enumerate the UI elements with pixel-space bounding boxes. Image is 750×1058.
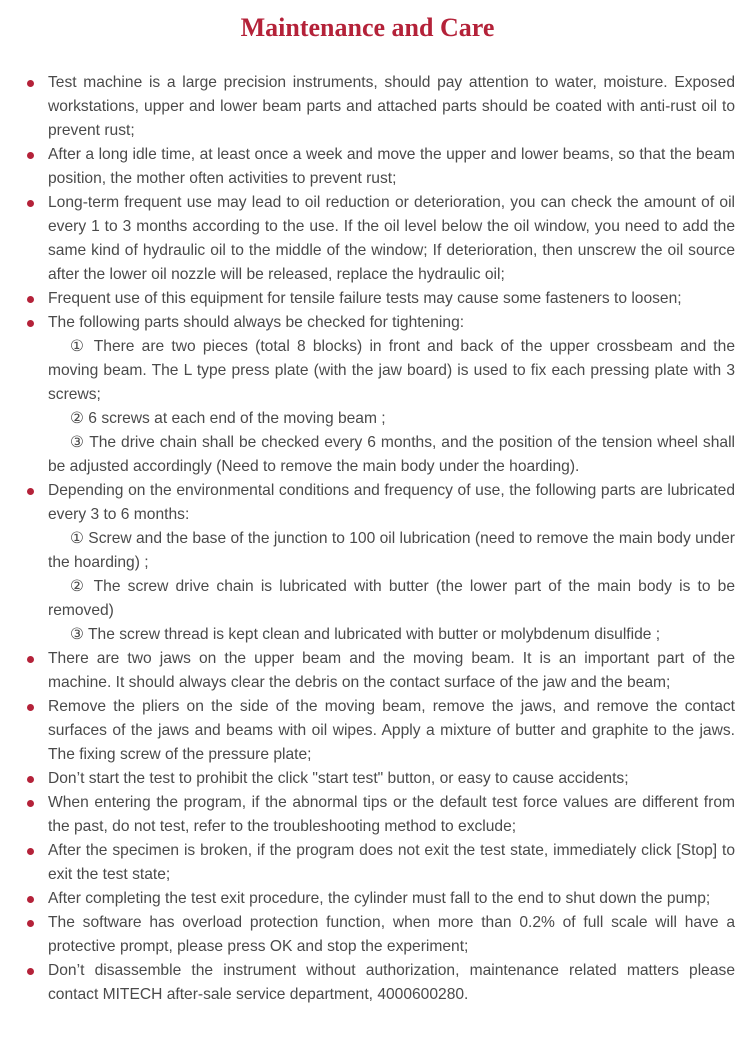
item-subtext: ② The screw drive chain is lubricated with butter (the lower part of the main body is to be removed) [48, 578, 735, 619]
item-text: After completing the test exit procedure, the cylinder must fall to the end to shut down the pump; [48, 890, 711, 907]
bullet-icon [27, 848, 34, 855]
item-text: Long-term frequent use may lead to oil reduction or deterioration, you can check the amount of oil every 1 to 3 months according to the use. If the oil level below the oil window, you need to add the same kind of hydraulic oil to the middle of the window; If deterioration, then unscrew the oil source after the lower oil nozzle will be released, replace the hydraulic oil; [48, 194, 735, 283]
bullet-icon [27, 896, 34, 903]
bullet-icon [27, 968, 34, 975]
item-subtext: ② 6 screws at each end of the moving beam ; [70, 410, 386, 427]
bullet-icon [27, 200, 34, 207]
item-text: Don’t disassemble the instrument without authorization, maintenance related matters please contact MITECH after-sale service department, 4000600280. [48, 962, 735, 1003]
bullet-icon [27, 776, 34, 783]
item-text: Frequent use of this equipment for tensile failure tests may cause some fasteners to loosen; [48, 290, 682, 307]
list-item [0, 959, 735, 1007]
item-text: Depending on the environmental conditions and frequency of use, the following parts are lubricated every 3 to 6 months: [48, 482, 735, 523]
item-subtext: ③ The drive chain shall be checked every 6 months, and the position of the tension wheel shall be adjusted accordingly (Need to remove the main body under the hoarding). [48, 434, 735, 475]
list-item [0, 191, 735, 287]
item-text: The following parts should always be checked for tightening: [48, 314, 465, 331]
list-item [0, 143, 735, 191]
bullet-icon [27, 152, 34, 159]
list-item [0, 647, 735, 695]
item-text: The software has overload protection function, when more than 0.2% of full scale will have a protective prompt, please press OK and stop the experiment; [48, 914, 735, 955]
item-text: Remove the pliers on the side of the moving beam, remove the jaws, and remove the contact surfaces of the jaws and beams with oil wipes. Apply a mixture of butter and graphite to the jaws. The fixing screw of the pressure plate; [48, 698, 735, 763]
item-text: When entering the program, if the abnormal tips or the default test force values are different from the past, do not test, refer to the troubleshooting method to exclude; [48, 794, 735, 835]
list-item [0, 311, 735, 479]
page-title: Maintenance and Care [240, 13, 495, 42]
list-item [0, 479, 735, 647]
bullet-icon [27, 800, 34, 807]
list-item [0, 911, 735, 959]
bullet-icon [27, 656, 34, 663]
list-item [0, 767, 735, 791]
item-text: After a long idle time, at least once a week and move the upper and lower beams, so that the beam position, the mother often activities to prevent rust; [48, 146, 735, 187]
list-item [0, 71, 735, 143]
list-item [0, 791, 735, 839]
item-text: After the specimen is broken, if the program does not exit the test state, immediately click [Stop] to exit the test state; [48, 842, 735, 883]
bullet-icon [27, 920, 34, 927]
bullet-icon [27, 296, 34, 303]
list-item [0, 887, 735, 911]
item-text: Don’t start the test to prohibit the click "start test" button, or easy to cause accidents; [48, 770, 629, 787]
item-subtext: ③ The screw thread is kept clean and lubricated with butter or molybdenum disulfide ; [70, 626, 661, 643]
list-item [0, 695, 735, 767]
list-item [0, 287, 735, 311]
bullet-icon [27, 80, 34, 87]
bullet-icon [27, 320, 34, 327]
item-subtext: ① There are two pieces (total 8 blocks) in front and back of the upper crossbeam and the moving beam. The L type press plate (with the jaw board) is used to fix each pressing plate with 3 screws; [48, 338, 735, 403]
list-item [0, 839, 735, 887]
item-text: Test machine is a large precision instruments, should pay attention to water, moisture. Exposed workstations, upper and lower beam parts and attached parts should be coated with anti-rust oil to prevent rust; [48, 74, 735, 139]
bullet-icon [27, 704, 34, 711]
item-text: There are two jaws on the upper beam and the moving beam. It is an important part of the machine. It should always clear the debris on the contact surface of the jaw and the beam; [48, 650, 735, 691]
bullet-icon [27, 488, 34, 495]
item-subtext: ① Screw and the base of the junction to 100 oil lubrication (need to remove the main body under the hoarding) ; [48, 530, 735, 571]
maintenance-item-list [0, 71, 735, 1007]
